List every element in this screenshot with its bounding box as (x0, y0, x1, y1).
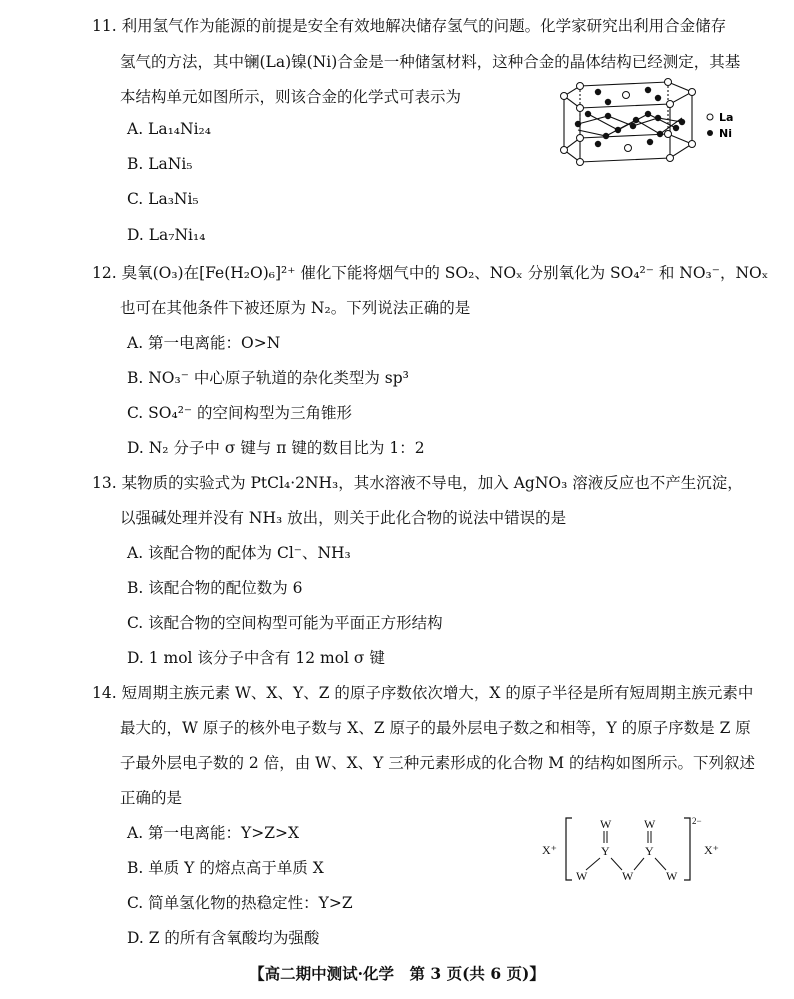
q11-option-c: C. La₃Ni₅ (127, 190, 199, 208)
w-bottom-left: W (576, 869, 588, 883)
q11-option-b: B. LaNi₅ (127, 155, 193, 173)
q12-option-c: C. SO₄²⁻ 的空间构型为三角锥形 (127, 404, 353, 422)
q13-option-c: C. 该配合物的空间构型可能为平面正方形结构 (127, 614, 443, 632)
cation-left: X⁺ (542, 843, 557, 857)
q12-line1: 12. 臭氧(O₃)在[Fe(H₂O)₆]²⁺ 催化下能将烟气中的 SO₂、NOₓ 分别氧化为 SO₄²⁻ 和 NO₃⁻，NOₓ (92, 264, 769, 282)
q14-option-c: C. 简单氢化物的热稳定性：Y>Z (127, 894, 353, 912)
q12-option-a: A. 第一电离能：O>N (127, 334, 281, 352)
q11-option-d: D. La₇Ni₁₄ (127, 226, 206, 244)
y-right: Y (645, 844, 654, 858)
crystal-structure-figure (558, 78, 794, 172)
page-footer: 【高二期中测试·化学 第 3 页(共 6 页)】 (249, 964, 545, 983)
q12-option-b: B. NO₃⁻ 中心原子轨道的杂化类型为 sp³ (127, 369, 409, 387)
q14-option-d: D. Z 的所有含氧酸均为强酸 (127, 929, 320, 947)
q11-option-a: A. La₁₄Ni₂₄ (127, 120, 211, 138)
q13-line1: 13. 某物质的实验式为 PtCl₄·2NH₃，其水溶液不导电，加入 AgNO₃ 溶液反应也不产生沉淀， (92, 474, 743, 492)
w-bottom-middle: W (622, 869, 634, 883)
q14-line3: 子最外层电子数的 2 倍，由 W、X、Y 三种元素形成的化合物 M 的结构如图所示。下列叙述 (120, 754, 755, 772)
q14-line4: 正确的是 (120, 789, 183, 807)
anion-charge: 2− (692, 816, 702, 826)
q14-line1: 14. 短周期主族元素 W、X、Y、Z 的原子序数依次增大，X 的原子半径是所有短周期主族元素中 (92, 684, 754, 702)
q11-line2: 氢气的方法，其中镧(La)镍(Ni)合金是一种储氢材料，这种合金的晶体结构已经测定，其基 (120, 53, 741, 71)
q12-line2: 也可在其他条件下被还原为 N₂。下列说法正确的是 (120, 299, 471, 317)
legend-ni-label: Ni (719, 127, 732, 140)
q13-line2: 以强碱处理并没有 NH₃ 放出，则关于此化合物的说法中错误的是 (120, 509, 567, 527)
q14-line2: 最大的，W 原子的核外电子数与 X、Z 原子的最外层电子数之和相等，Y 的原子序数是 Z 原 (120, 719, 751, 737)
q13-option-d: D. 1 mol 该分子中含有 12 mol σ 键 (127, 649, 385, 667)
q14-option-b: B. 单质 Y 的熔点高于单质 X (127, 859, 324, 877)
compound-m-structure (538, 812, 728, 886)
q13-option-b: B. 该配合物的配位数为 6 (127, 579, 303, 597)
legend-la-label: La (719, 111, 734, 124)
q11-line3: 本结构单元如图所示，则该合金的化学式可表示为 (120, 88, 462, 106)
w-top-left: W (600, 817, 612, 831)
q14-option-a: A. 第一电离能：Y>Z>X (127, 824, 300, 842)
y-left: Y (601, 844, 610, 858)
w-top-right: W (644, 817, 656, 831)
q13-option-a: A. 该配合物的配体为 Cl⁻、NH₃ (127, 544, 351, 562)
q12-option-d: D. N₂ 分子中 σ 键与 π 键的数目比为 1：2 (127, 439, 425, 457)
cation-right: X⁺ (704, 843, 719, 857)
w-bottom-right: W (666, 869, 678, 883)
q11-line1: 11. 利用氢气作为能源的前提是安全有效地解决储存氢气的问题。化学家研究出利用合金储存 (92, 17, 727, 35)
